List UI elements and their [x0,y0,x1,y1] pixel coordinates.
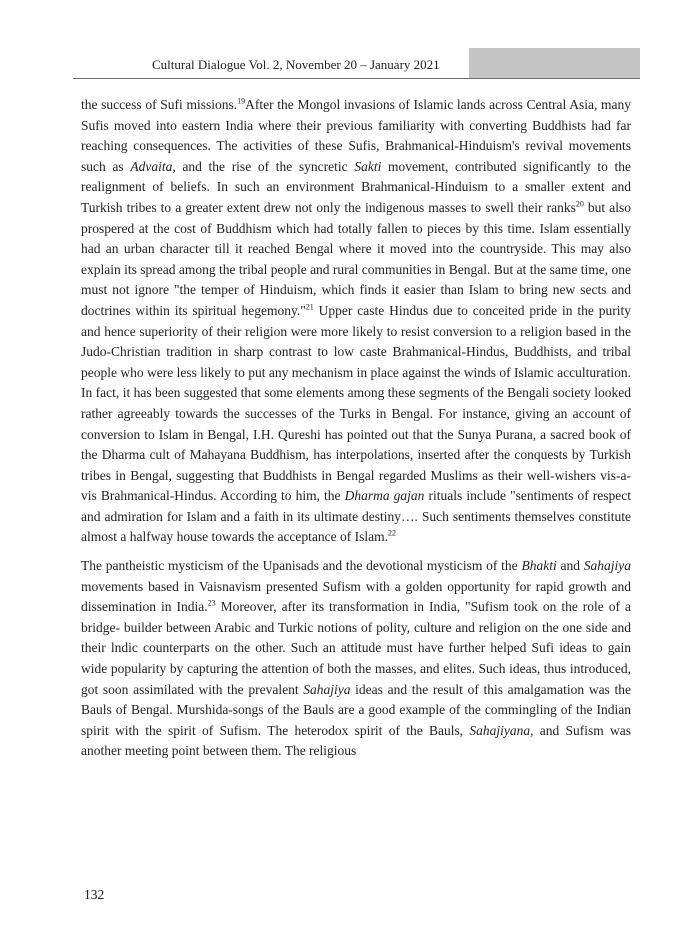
text-run: but also prospered at the cost of Buddhism which had totally fallen to pieces by this time. Islam essentially had an urban character till it reached Bengal where it moved into the countryside. This may also explain its spread among the tribal people and rural communities in Bengal. But at the same time, one must not ignore "the temper of Hinduism, which finds it easier than Islam to bring new sects and doctrines within its spiritual hegemony." [81,199,631,318]
text-run: and [556,558,584,574]
text-run: Upper caste Hindus due to conceited pride in the purity and hence superiority of their religion were more likely to resist conversion to a religion based in the Judo-Christian tradition in sharp contrast to low caste Brahmanical-Hindus, Buddhists, and tribal people who were less likely to put any mechanism in place against the winds of Islamic acculturation. In fact, it has been suggested that some elements among these segments of the Bengali society looked rather agreeably towards the successes of the Turks in Bengal. For instance, giving an account of conversion to Islam in Bengal, I.H. Qureshi has pointed out that the Sunya Purana, a sacred book of the Dharma cult of Mahayana Buddhism, has interpolations, inserted after the conquests by Turkish tribes in Bengal, suggesting that Buddhists in Bengal regarded Muslims as their well-wishers vis-a-vis Brahmanical-Hindus. According to him, the [81,302,631,504]
header-shaded-block [469,48,640,78]
footnote-ref: 19 [237,96,246,106]
paragraph-1 [81,95,631,548]
text-run: the success of Sufi missions. [81,97,238,112]
italic-term: Sahajiyana, [469,722,534,738]
running-header [73,48,640,79]
text-run: The pantheistic mysticism of the Upanisads and the devotional mysticism of the [81,558,522,574]
text-run: Moreover, after its transformation in India, "Sufism took on the role of a bridge- builder between Arabic and Turkic notions of polity, culture and religion on the one side and their lndic counterparts on the other. Such an attitude must have further helped Sufi ideas to gain wide popularity by capturing the attention of both the masses, and elites. Such ideas, thus introduced, got soon assimilated with the prevalent [81,599,631,697]
italic-term: Sahajiya [583,558,631,574]
text-run: and Sufism was another meeting point between them. The religious [81,722,631,759]
footnote-ref: 20 [575,199,584,209]
text-run: rituals include "sentiments of respect and admiration for Islam and a faith in its ultimate destiny…. Such sentiments themselves constitute almost a halfway house towards the acceptance of Islam. [81,488,631,545]
footnote-ref: 22 [388,528,397,538]
text-run: movement, contributed significantly to the realignment of beliefs. In such an environment Brahmanical-Hinduism to a smaller extent and Turkish tribes to a greater extent drew not only the indigenous masses to swell their ranks [81,158,631,215]
italic-term: Sakti [354,158,382,174]
paragraph-2 [81,556,631,762]
italic-term: Advaita, [130,158,176,174]
footnote-ref: 21 [305,302,314,312]
italic-term: Dharma gajan [344,488,425,504]
italic-term: Sahajiya [303,681,351,697]
italic-term: Bhakti [521,558,557,574]
text-run: and the rise of the syncretic [175,158,355,174]
journal-title: Cultural Dialogue Vol. 2, November 20 – January 2021 [152,57,440,72]
page-number: 132 [84,887,105,902]
text-run: After the Mongol invasions of Islamic lands across Central Asia, many Sufis moved into eastern India where their previous familiarity with converting Buddhists had far reaching consequences. The activities of these Sufis, Brahmanical-Hinduism's revival movements such as [81,97,631,174]
text-run: movements based in Vaisnavism presented Sufism with a golden opportunity for rapid growth and dissemination in India. [81,578,631,615]
footnote-ref: 23 [207,598,216,608]
text-run: ideas and the result of this amalgamation was the Bauls of Bengal. Murshida-songs of the Bauls are a good example of the commingling of the Indian spirit with the spirit of Sufism. The heterodox spirit of the Bauls, [81,681,631,738]
body-text [81,95,631,762]
